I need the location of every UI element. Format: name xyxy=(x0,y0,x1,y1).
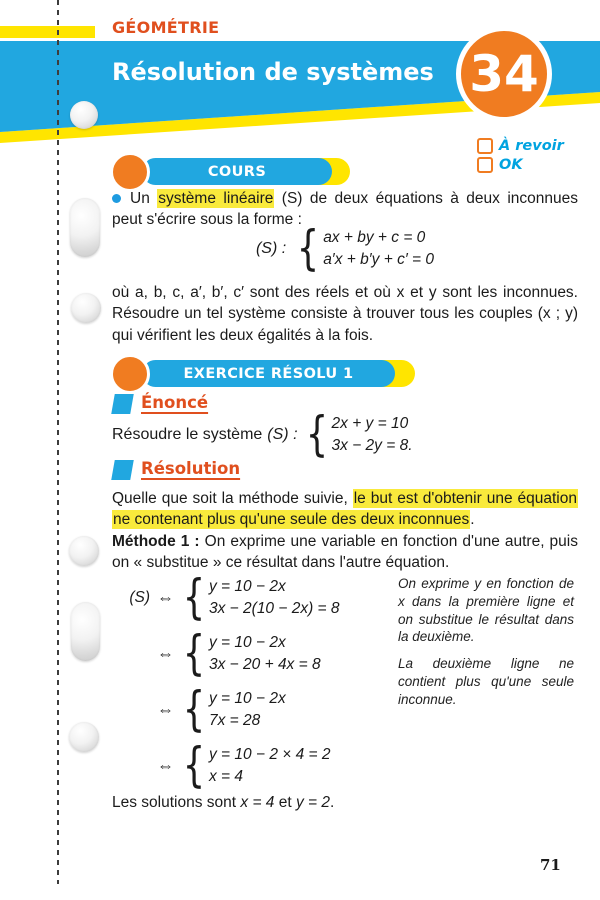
bullet-icon xyxy=(112,194,121,203)
equation-step: (S) ⇔ { y = 10 − 2x 3x − 2(10 − 2x) = 8 xyxy=(129,569,340,625)
equation-step xyxy=(112,625,340,681)
equation-line: y = 10 − 2x xyxy=(209,577,286,595)
section-bullet-icon xyxy=(110,152,150,192)
equation-line: ax + by + c = 0 xyxy=(323,229,426,246)
system-block xyxy=(294,221,435,277)
resolution-heading xyxy=(113,459,240,480)
equivalence-arrow: ⇔ xyxy=(157,756,174,775)
binder-hole xyxy=(70,198,100,257)
brace-symbol: { xyxy=(305,407,328,463)
equation-line: 3x − 2y = 8. xyxy=(331,437,413,455)
system-block xyxy=(303,407,413,463)
system-label: (S) : xyxy=(255,240,287,258)
equation-step xyxy=(112,681,340,737)
equation-line: a′x + b′y + c′ = 0 xyxy=(323,251,435,269)
equation-line: y = 10 − 2x xyxy=(209,633,286,651)
binder-hole xyxy=(69,536,99,566)
system-label: (S) : xyxy=(267,426,298,444)
equation-line: 7x = 28 xyxy=(209,712,261,729)
brace-symbol: { xyxy=(182,737,206,793)
page-number: 71 xyxy=(540,856,561,874)
binder-hole xyxy=(71,293,101,323)
highlighted-goal: le but est d'obtenir une équation ne contenant plus qu'une seule des deux inconnues xyxy=(113,490,577,529)
binder-hole xyxy=(70,101,98,129)
equation-line: y = 10 − 2 × 4 = 2 xyxy=(209,745,331,763)
checkbox-label: À revoir xyxy=(499,137,564,154)
perforation-line xyxy=(57,0,59,884)
margin-notes xyxy=(398,575,574,709)
brace-symbol: { xyxy=(182,625,206,681)
review-checkboxes xyxy=(477,136,564,174)
section-pill-label: COURS xyxy=(142,158,332,185)
equivalence-arrow: ⇔ xyxy=(157,588,174,607)
equivalence-arrow: ⇔ xyxy=(157,700,174,719)
equation-line: 3x − 2(10 − 2x) = 8 xyxy=(209,600,340,617)
enonce-statement: Résoudre le système (S) : { 2x + y = 10 3x − 2y = 8. xyxy=(112,407,413,463)
checkbox-label: OK xyxy=(499,156,523,173)
general-system-equation xyxy=(112,221,578,277)
highlighted-term: système linéaire xyxy=(158,190,274,207)
blue-chip-icon xyxy=(111,394,134,414)
margin-note: La deuxième ligne ne contient plus qu'une seule inconnue. xyxy=(398,656,574,707)
checkbox-row-ok[interactable] xyxy=(477,155,564,174)
brace-symbol: { xyxy=(182,569,206,625)
conclusion-line: Les solutions sont x = 4 et y = 2. xyxy=(112,794,335,811)
equation-line: x = 4 xyxy=(209,768,244,785)
binder-hole xyxy=(71,602,100,661)
blue-chip-icon xyxy=(111,460,134,480)
section-pill-label: EXERCICE RÉSOLU 1 xyxy=(142,360,395,387)
resolution-paragraph: Quelle que soit la méthode suivie, le but est d'obtenir une équation ne contenant plus qu'une seule des deux inconnues. xyxy=(112,490,577,529)
equation-step xyxy=(112,737,340,793)
header-yellow-strip xyxy=(0,26,95,38)
cours-outro-paragraph: où a, b, c, a′, b′, c′ sont des réels et où x et y sont les inconnues. Résoudre un tel système consiste à trouver tous les couples (x ; y) qui vérifient les deux égalités à la fois. xyxy=(112,284,578,344)
checkbox-icon[interactable] xyxy=(477,138,493,154)
margin-note: On exprime y en fonction de x dans la première ligne et on substitue le résultat dans la deuxième. xyxy=(398,576,574,645)
equivalence-arrow: ⇔ xyxy=(157,644,174,663)
methode-label: Méthode 1 : xyxy=(112,533,200,550)
checkbox-icon[interactable] xyxy=(477,157,493,173)
cours-intro-paragraph: Un système linéaire (S) de deux équations à deux inconnues peut s'écrire sous la forme : xyxy=(112,190,579,229)
binder-hole xyxy=(69,722,99,752)
equation-line: y = 10 − 2x xyxy=(209,689,286,707)
section-bullet-icon xyxy=(110,354,150,394)
brace-symbol: { xyxy=(182,681,206,737)
chapter-number-badge: 34 xyxy=(456,26,552,122)
page-title: Résolution de systèmes xyxy=(112,58,434,86)
methode-paragraph: Méthode 1 : On exprime une variable en fonction d'une autre, puis on « substitue » ce résultat dans l'autre équation. xyxy=(112,533,578,572)
equation-line: 3x − 20 + 4x = 8 xyxy=(209,656,321,673)
checkbox-row-a-revoir[interactable] xyxy=(477,136,564,155)
equation-line: 2x + y = 10 xyxy=(331,415,409,432)
subhead-label: Résolution xyxy=(141,459,241,478)
derivation-steps xyxy=(112,569,340,799)
category-label: GÉOMÉTRIE xyxy=(112,18,220,37)
brace-symbol: { xyxy=(296,221,320,277)
subhead-label: Énoncé xyxy=(141,393,209,412)
enonce-heading xyxy=(113,393,208,414)
